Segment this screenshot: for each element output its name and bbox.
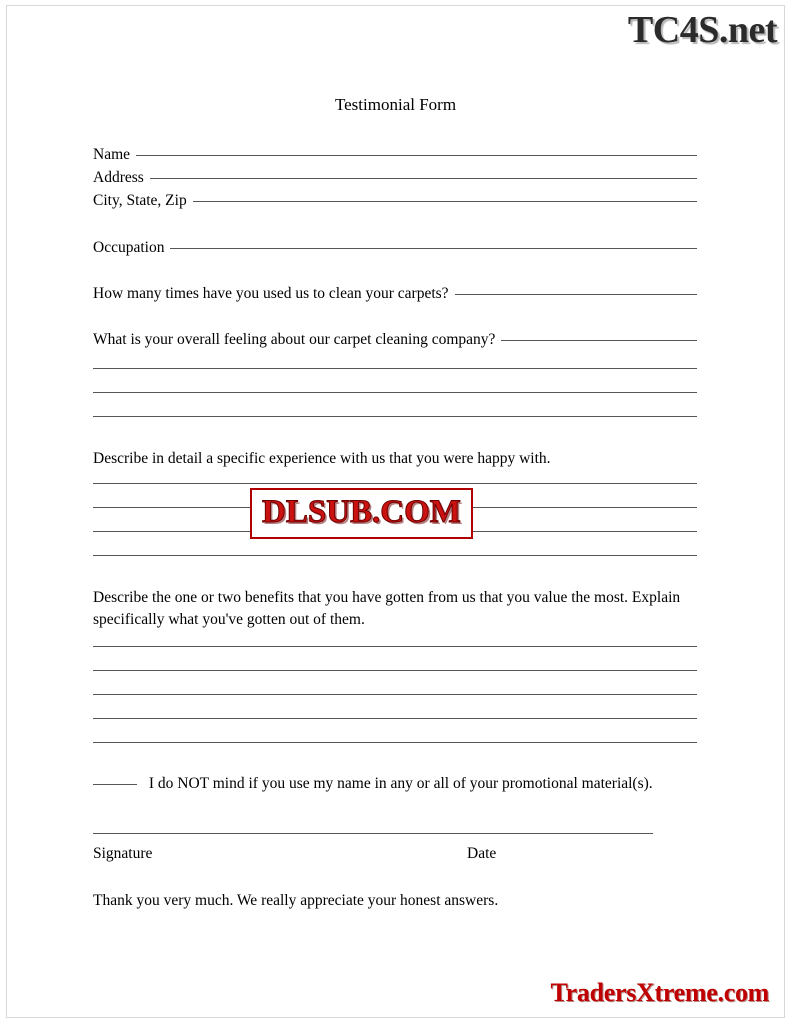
answer-line-experience-4[interactable] bbox=[93, 555, 697, 556]
signature-line[interactable] bbox=[93, 833, 653, 834]
answer-line-benefits-3[interactable] bbox=[93, 694, 697, 695]
page-title: Testimonial Form bbox=[334, 95, 457, 114]
question-row-overall-feeling[interactable] bbox=[93, 331, 697, 349]
question-input-times-used[interactable] bbox=[455, 294, 697, 295]
field-label-occupation: Occupation bbox=[93, 239, 165, 256]
answer-line-overall-2[interactable] bbox=[93, 392, 697, 393]
answer-line-benefits-1[interactable] bbox=[93, 646, 697, 647]
question-label-benefits: Describe the one or two benefits that you have gotten from us that you value the most. Explain specifically what you've gotten out of them. bbox=[93, 589, 681, 628]
field-label-city-state-zip: City, State, Zip bbox=[93, 192, 187, 209]
question-row-times-used[interactable] bbox=[93, 285, 697, 303]
field-label-address: Address bbox=[93, 169, 144, 186]
answer-line-benefits-2[interactable] bbox=[93, 670, 697, 671]
field-input-name[interactable] bbox=[136, 155, 697, 156]
closing-text: Thank you very much. We really appreciate your honest answers. bbox=[93, 892, 499, 909]
field-label-name: Name bbox=[93, 146, 131, 163]
field-row-city-state-zip[interactable] bbox=[93, 192, 697, 210]
question-input-overall-feeling[interactable] bbox=[501, 340, 697, 341]
field-row-occupation[interactable] bbox=[93, 239, 697, 257]
question-label-overall-feeling: What is your overall feeling about our carpet cleaning company? bbox=[93, 331, 496, 348]
field-row-address[interactable] bbox=[93, 169, 697, 187]
signature-label: Signature bbox=[93, 845, 153, 862]
answer-line-overall-3[interactable] bbox=[93, 416, 697, 417]
signature-label-row bbox=[93, 845, 697, 863]
answer-line-benefits-5[interactable] bbox=[93, 742, 697, 743]
question-label-times-used: How many times have you used us to clean your carpets? bbox=[93, 285, 449, 302]
field-input-occupation[interactable] bbox=[170, 248, 697, 249]
answer-line-benefits-4[interactable] bbox=[93, 718, 697, 719]
field-input-address[interactable] bbox=[150, 178, 697, 179]
watermark-bottom-right: TradersXtreme.com bbox=[550, 978, 769, 1007]
consent-checkbox-blank[interactable] bbox=[93, 784, 137, 785]
consent-label: I do NOT mind if you use my name in any or all of your promotional material(s). bbox=[148, 775, 653, 792]
field-row-name[interactable] bbox=[93, 146, 697, 164]
watermark-top-right: TC4S.net bbox=[627, 9, 777, 51]
field-input-city-state-zip[interactable] bbox=[193, 201, 697, 202]
question-label-specific-experience: Describe in detail a specific experience with us that you were happy with. bbox=[93, 450, 551, 467]
consent-row[interactable] bbox=[93, 773, 697, 795]
answer-line-overall-1[interactable] bbox=[93, 368, 697, 369]
watermark-center: DLSUB.COM bbox=[252, 490, 471, 537]
date-label: Date bbox=[467, 845, 497, 862]
answer-line-experience-1[interactable] bbox=[93, 483, 697, 484]
